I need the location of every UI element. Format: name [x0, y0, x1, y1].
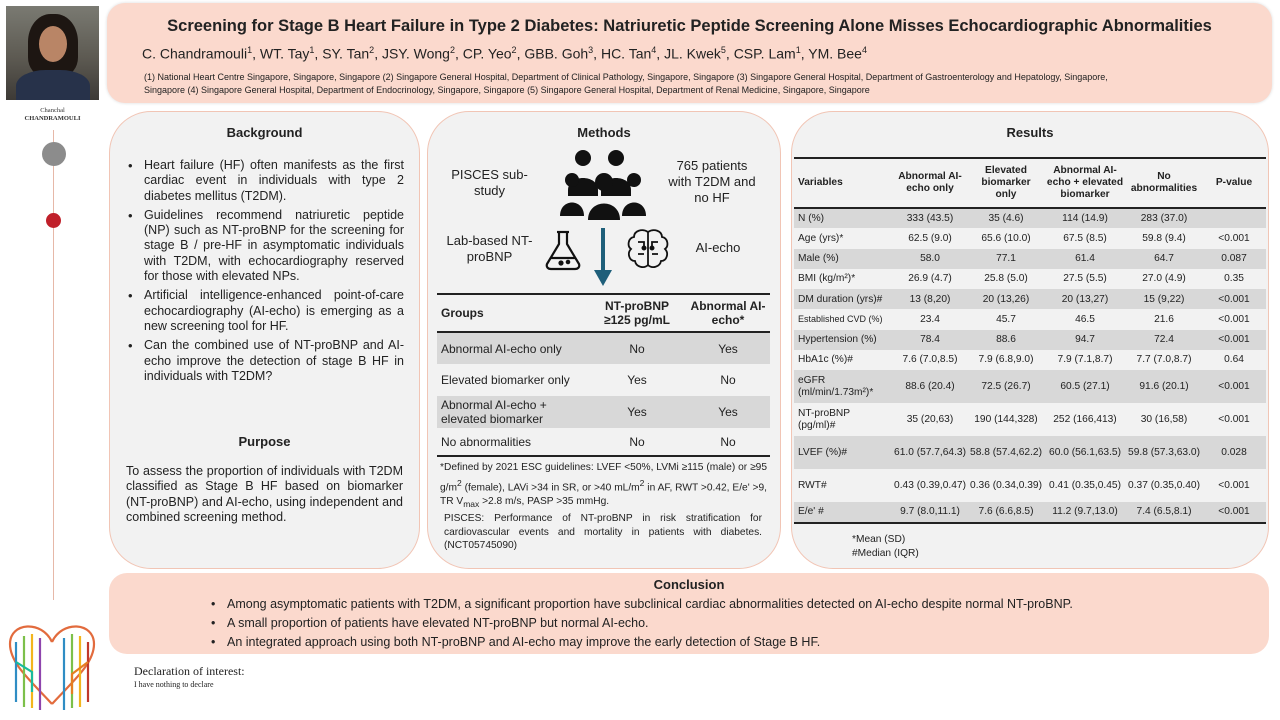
table-cell: 67.5 (8.5) — [1063, 232, 1107, 244]
patients-label: 765 patients with T2DM and no HF — [668, 158, 756, 205]
table-row — [437, 428, 770, 456]
table-cell: 45.7 — [996, 313, 1016, 325]
table-cell: HbA1c (%)# — [798, 354, 853, 366]
table-cell: 7.6 (7.0,8.5) — [902, 354, 958, 366]
table-cell: 60.5 (27.1) — [1044, 370, 1126, 403]
results-table-body — [794, 208, 1266, 523]
table-row — [437, 332, 770, 364]
table-cell: 0.37 (0.35,0.40) — [1128, 480, 1200, 492]
author-entry: WT. Tay — [259, 45, 310, 62]
table-cell: Established CVD (%) — [798, 313, 883, 324]
author-entry: CP. Yeo — [462, 45, 512, 62]
brain-icon — [624, 226, 672, 272]
flask-icon — [541, 228, 585, 272]
table-cell: Yes — [627, 373, 647, 387]
table-cell: 114 (14.9) — [1044, 208, 1126, 228]
author-entry: HC. Tan — [600, 45, 652, 62]
table-cell: NT-proBNP (pg/ml)# — [798, 408, 850, 431]
table-row — [794, 228, 1266, 248]
table-cell: 23.4 — [920, 313, 940, 325]
table-cell: 59.8 (57.3,63.0) — [1126, 436, 1202, 469]
table-cell: Age (yrs)* — [798, 232, 844, 244]
table-cell: Yes — [686, 332, 770, 364]
table-cell: DM duration (yrs)# — [794, 289, 892, 309]
table-cell: 27.5 (5.5) — [1063, 273, 1107, 285]
table-cell: 7.9 (6.8,9.0) — [978, 354, 1034, 366]
table-row — [794, 370, 1266, 403]
table-cell: N (%) — [794, 208, 892, 228]
methods-title: Methods — [577, 125, 631, 140]
table-cell: 27.0 (4.9) — [1142, 273, 1186, 285]
table-header: Variables — [794, 158, 892, 208]
table-cell: 7.6 (6.6,8.5) — [968, 502, 1044, 522]
table-cell: No — [588, 332, 686, 364]
table-header: Elevated biomarker only — [968, 158, 1044, 208]
table-cell: 58.0 — [892, 249, 968, 269]
table-cell: No — [686, 428, 770, 456]
table-cell: 30 (16,58) — [1140, 414, 1188, 426]
table-cell: 60.0 (56.1,63.5) — [1044, 436, 1126, 469]
table-cell: Elevated biomarker only — [441, 373, 570, 387]
table-row — [437, 396, 770, 428]
table-cell: 35 (20,63) — [906, 414, 954, 426]
table-cell: 7.9 (7.1,8.7) — [1057, 354, 1113, 366]
author-photo — [6, 6, 99, 100]
author-entry: CSP. Lam — [733, 45, 796, 62]
table-row — [794, 502, 1266, 522]
declaration-title: Declaration of interest: — [134, 664, 245, 678]
table-header: No abnormalities — [1126, 158, 1202, 208]
table-cell: 59.8 (9.4) — [1142, 232, 1186, 244]
table-header: P-value — [1202, 158, 1266, 208]
table-cell: 64.7 — [1126, 249, 1202, 269]
purpose-title: Purpose — [238, 434, 291, 449]
author-entry: YM. Bee — [808, 45, 862, 62]
results-footnote — [852, 533, 919, 560]
header-banner — [107, 3, 1272, 103]
table-cell: 88.6 — [968, 330, 1044, 350]
results-panel — [791, 111, 1269, 569]
table-cell: Abnormal AI-echo only — [437, 332, 588, 364]
table-cell: BMI (kg/m²)* — [798, 273, 856, 285]
author-entry: JL. Kwek — [664, 45, 721, 62]
table-cell: 252 (166,413) — [1053, 414, 1117, 426]
table-row — [794, 403, 1266, 436]
table-row — [437, 364, 770, 396]
author-entry: GBB. Goh — [524, 45, 589, 62]
table-header: NT-proBNP ≥125 pg/mL — [588, 294, 686, 332]
table-cell: 0.028 — [1202, 436, 1266, 469]
author-affiliation-number: 2 — [449, 45, 455, 55]
red-dot-marker — [46, 213, 61, 228]
table-cell: 25.8 (5.0) — [984, 273, 1028, 285]
table-cell: 72.4 — [1126, 330, 1202, 350]
methods-panel — [427, 111, 781, 569]
background-panel — [109, 111, 420, 569]
list-item: • Can the combined use of NT-proBNP and AI-echo improve the detection of stage B HF in individuals with T2DM? — [126, 338, 404, 384]
table-cell: <0.001 — [1202, 330, 1266, 350]
table-cell: No — [588, 428, 686, 456]
affiliations: (1) National Heart Centre Singapore, Singapore, Singapore (2) Singapore General Hospital, Department of Clinical Pathology, Singapore, Singapore (3) Singapore General Hospital, Department of Gastroenterology and Hepatology, Singapore, Singapore (4) Singapore General Hospital, Department of Endocrinology, Singapore, Singapore (5) Singapore General Hospital, Department of Renal Medicine, Singapore, Singapore — [144, 72, 1108, 95]
list-item: • Guidelines recommend natriuretic peptide (NP) such as NT-proBNP for the screening for stage B / pre-HF in asymptomatic individuals with T2DM, with echocardiography reserved for those with elevated NPs. — [126, 208, 404, 284]
table-cell: 58.8 (57.4,62.2) — [968, 436, 1044, 469]
conclusion-list — [209, 595, 1073, 652]
author-entry: SY. Tan — [322, 45, 370, 62]
table-cell: Yes — [686, 396, 770, 428]
table-header: Abnormal AI-echo* — [686, 294, 770, 332]
table-row — [794, 309, 1266, 329]
table-header: Abnormal AI-echo only — [892, 158, 968, 208]
table-cell: Hypertension (%) — [794, 330, 892, 350]
table-cell: 20 (13,27) — [1044, 289, 1126, 309]
table-cell: RWT# — [798, 480, 827, 492]
people-group-icon — [558, 146, 648, 224]
grey-dot-marker — [42, 142, 66, 166]
table-cell: 9.7 (8.0,11.1) — [892, 502, 968, 522]
footnote-mean: *Mean (SD) — [852, 534, 906, 545]
table-cell: 0.43 (0.39,0.47) — [894, 480, 966, 492]
table-cell: 65.6 (10.0) — [981, 232, 1031, 244]
poster-title: Screening for Stage B Heart Failure in Type 2 Diabetes: Natriuretic Peptide Screening Alone Misses Echocardiographic Abnormalities — [167, 17, 1212, 35]
table-cell: 0.41 (0.35,0.45) — [1049, 480, 1121, 492]
table-cell: <0.001 — [1202, 370, 1266, 403]
table-row — [794, 436, 1266, 469]
table-row — [794, 208, 1266, 228]
table-cell: 77.1 — [968, 249, 1044, 269]
list-item: • Artificial intelligence-enhanced point-of-care echocardiography (AI-echo) is emerging as a new screening tool for HF. — [126, 288, 404, 334]
table-cell: 26.9 (4.7) — [908, 273, 952, 285]
table-cell: <0.001 — [1218, 232, 1250, 244]
list-item: • A small proportion of patients have elevated NT-proBNP but normal AI-echo. — [209, 614, 1073, 633]
footnote-median: #Median (IQR) — [852, 547, 919, 559]
table-cell: 11.2 (9.7,13.0) — [1044, 502, 1126, 522]
heart-logo-icon — [2, 612, 102, 712]
methods-footnote: *Defined by 2021 ESC guidelines: LVEF <50%, LVMi ≥115 (male) or ≥95 $g/m^2$ (female), LAVi >34 in SR, or >40 $mL/m^2$ in AF, RWT >0.42, E/e' >9, TR $V_{max} >2.8$ m/s, PASP >35 mmHg. — [440, 462, 767, 510]
table-cell — [1202, 208, 1266, 228]
table-cell: 61.0 (57.7,64.3) — [892, 436, 968, 469]
table-cell: 283 (37.0) — [1126, 208, 1202, 228]
table-header: Groups — [437, 294, 588, 332]
table-cell: Male (%) — [794, 249, 892, 269]
table-cell: No — [720, 373, 736, 387]
table-cell: No abnormalities — [437, 428, 588, 456]
table-cell: 88.6 (20.4) — [892, 370, 968, 403]
table-cell: 7.7 (7.0,8.7) — [1136, 354, 1192, 366]
table-cell: 13 (8,20) — [892, 289, 968, 309]
table-header: Abnormal AI-echo + elevated biomarker — [1044, 158, 1126, 208]
table-cell: Yes — [588, 396, 686, 428]
table-cell: 7.4 (6.5,8.1) — [1126, 502, 1202, 522]
table-cell: 333 (43.5) — [892, 208, 968, 228]
table-cell: 0.087 — [1202, 249, 1266, 269]
table-cell: 46.5 — [1075, 313, 1095, 325]
list-item: • An integrated approach using both NT-proBNP and AI-echo may improve the early detection of Stage B HF. — [209, 633, 1073, 652]
author-first-name: Chanchal — [40, 107, 65, 114]
table-cell: 190 (144,328) — [974, 414, 1038, 426]
table-cell: 0.35 — [1224, 273, 1244, 285]
results-title: Results — [1006, 125, 1054, 140]
table-cell: 62.5 (9.0) — [908, 232, 952, 244]
table-cell: 15 (9,22) — [1126, 289, 1202, 309]
declaration — [134, 664, 245, 692]
background-title: Background — [226, 125, 303, 140]
author-affiliation-number: 3 — [588, 45, 594, 55]
table-cell: <0.001 — [1218, 480, 1250, 492]
table-row — [794, 289, 1266, 309]
table-cell: 20 (13,26) — [968, 289, 1044, 309]
author-name — [0, 107, 105, 123]
author-affiliation-number: 1 — [309, 45, 315, 55]
table-row — [794, 269, 1266, 289]
author-entry: C. Chandramouli — [142, 45, 248, 62]
table-cell: 61.4 — [1044, 249, 1126, 269]
table-cell: LVEF (%)# — [794, 436, 892, 469]
aiecho-label: AI-echo — [695, 240, 741, 255]
left-rail — [0, 0, 105, 720]
author-last-name: CHANDRAMOULI — [24, 115, 81, 122]
table-cell: 0.64 — [1224, 354, 1244, 366]
lab-label: Lab-based NT-proBNP — [446, 233, 533, 264]
table-cell: 91.6 (20.1) — [1126, 370, 1202, 403]
pisces-label: PISCES sub-study — [451, 167, 528, 198]
author-affiliation-number: 2 — [369, 45, 375, 55]
declaration-text: I have nothing to declare — [134, 680, 214, 689]
list-item: • Heart failure (HF) often manifests as the first cardiac event in individuals with type 2 diabetes mellitus (T2DM). — [126, 158, 404, 204]
table-cell: <0.001 — [1218, 414, 1250, 426]
background-list — [126, 158, 404, 388]
conclusion-title: Conclusion — [653, 577, 725, 592]
table-cell: eGFR (ml/min/1.73m²)* — [794, 370, 892, 403]
author-list: C. Chandramouli$^1$, WT. Tay$^1$, SY. Tan$^2$, JSY. Wong$^2$, CP. Yeo$^2$, GBB. Goh$^3$, HC. Tan$^4$, JL. Kwek$^5$, CSP. Lam$^1$, YM. Bee$^4$ — [142, 45, 867, 62]
purpose-text: To assess the proportion of individuals with T2DM classified as Stage B HF based on biomarker (NT-proBNP) and AI-echo, using independent and combined screening method. — [126, 464, 403, 524]
table-row — [794, 330, 1266, 350]
pisces-note: PISCES: Performance of NT-proBNP in risk stratification for cardiovascular events and mortality in patients with diabetes. (NCT05745090) — [444, 513, 762, 551]
table-cell: 35 (4.6) — [968, 208, 1044, 228]
groups-table — [437, 293, 770, 457]
author-affiliation-number: 1 — [247, 45, 253, 55]
author-affiliation-number: 1 — [795, 45, 801, 55]
table-row — [794, 249, 1266, 269]
author-affiliation-number: 5 — [720, 45, 726, 55]
author-entry: JSY. Wong — [381, 45, 450, 62]
list-item: • Among asymptomatic patients with T2DM, a significant proportion have subclinical cardiac abnormalities detected on AI-echo despite normal NT-proBNP. — [209, 595, 1073, 614]
author-affiliation-number: 2 — [511, 45, 517, 55]
table-row — [794, 350, 1266, 370]
table-cell: E/e' # — [794, 502, 892, 522]
table-cell: <0.001 — [1202, 289, 1266, 309]
table-cell: 78.4 — [892, 330, 968, 350]
results-table — [794, 157, 1266, 524]
table-cell: Abnormal AI-echo + elevated biomarker — [437, 396, 588, 428]
rail-line — [53, 130, 54, 600]
table-cell: 94.7 — [1044, 330, 1126, 350]
table-cell: <0.001 — [1218, 313, 1250, 325]
table-cell: 21.6 — [1154, 313, 1174, 325]
author-affiliation-number: 4 — [861, 45, 867, 55]
down-arrow-icon — [593, 228, 613, 288]
author-affiliation-number: 4 — [651, 45, 657, 55]
table-cell: 0.36 (0.34,0.39) — [970, 480, 1042, 492]
table-row — [794, 469, 1266, 502]
table-cell: <0.001 — [1202, 502, 1266, 522]
conclusion-banner — [109, 573, 1269, 654]
table-cell: 72.5 (26.7) — [968, 370, 1044, 403]
